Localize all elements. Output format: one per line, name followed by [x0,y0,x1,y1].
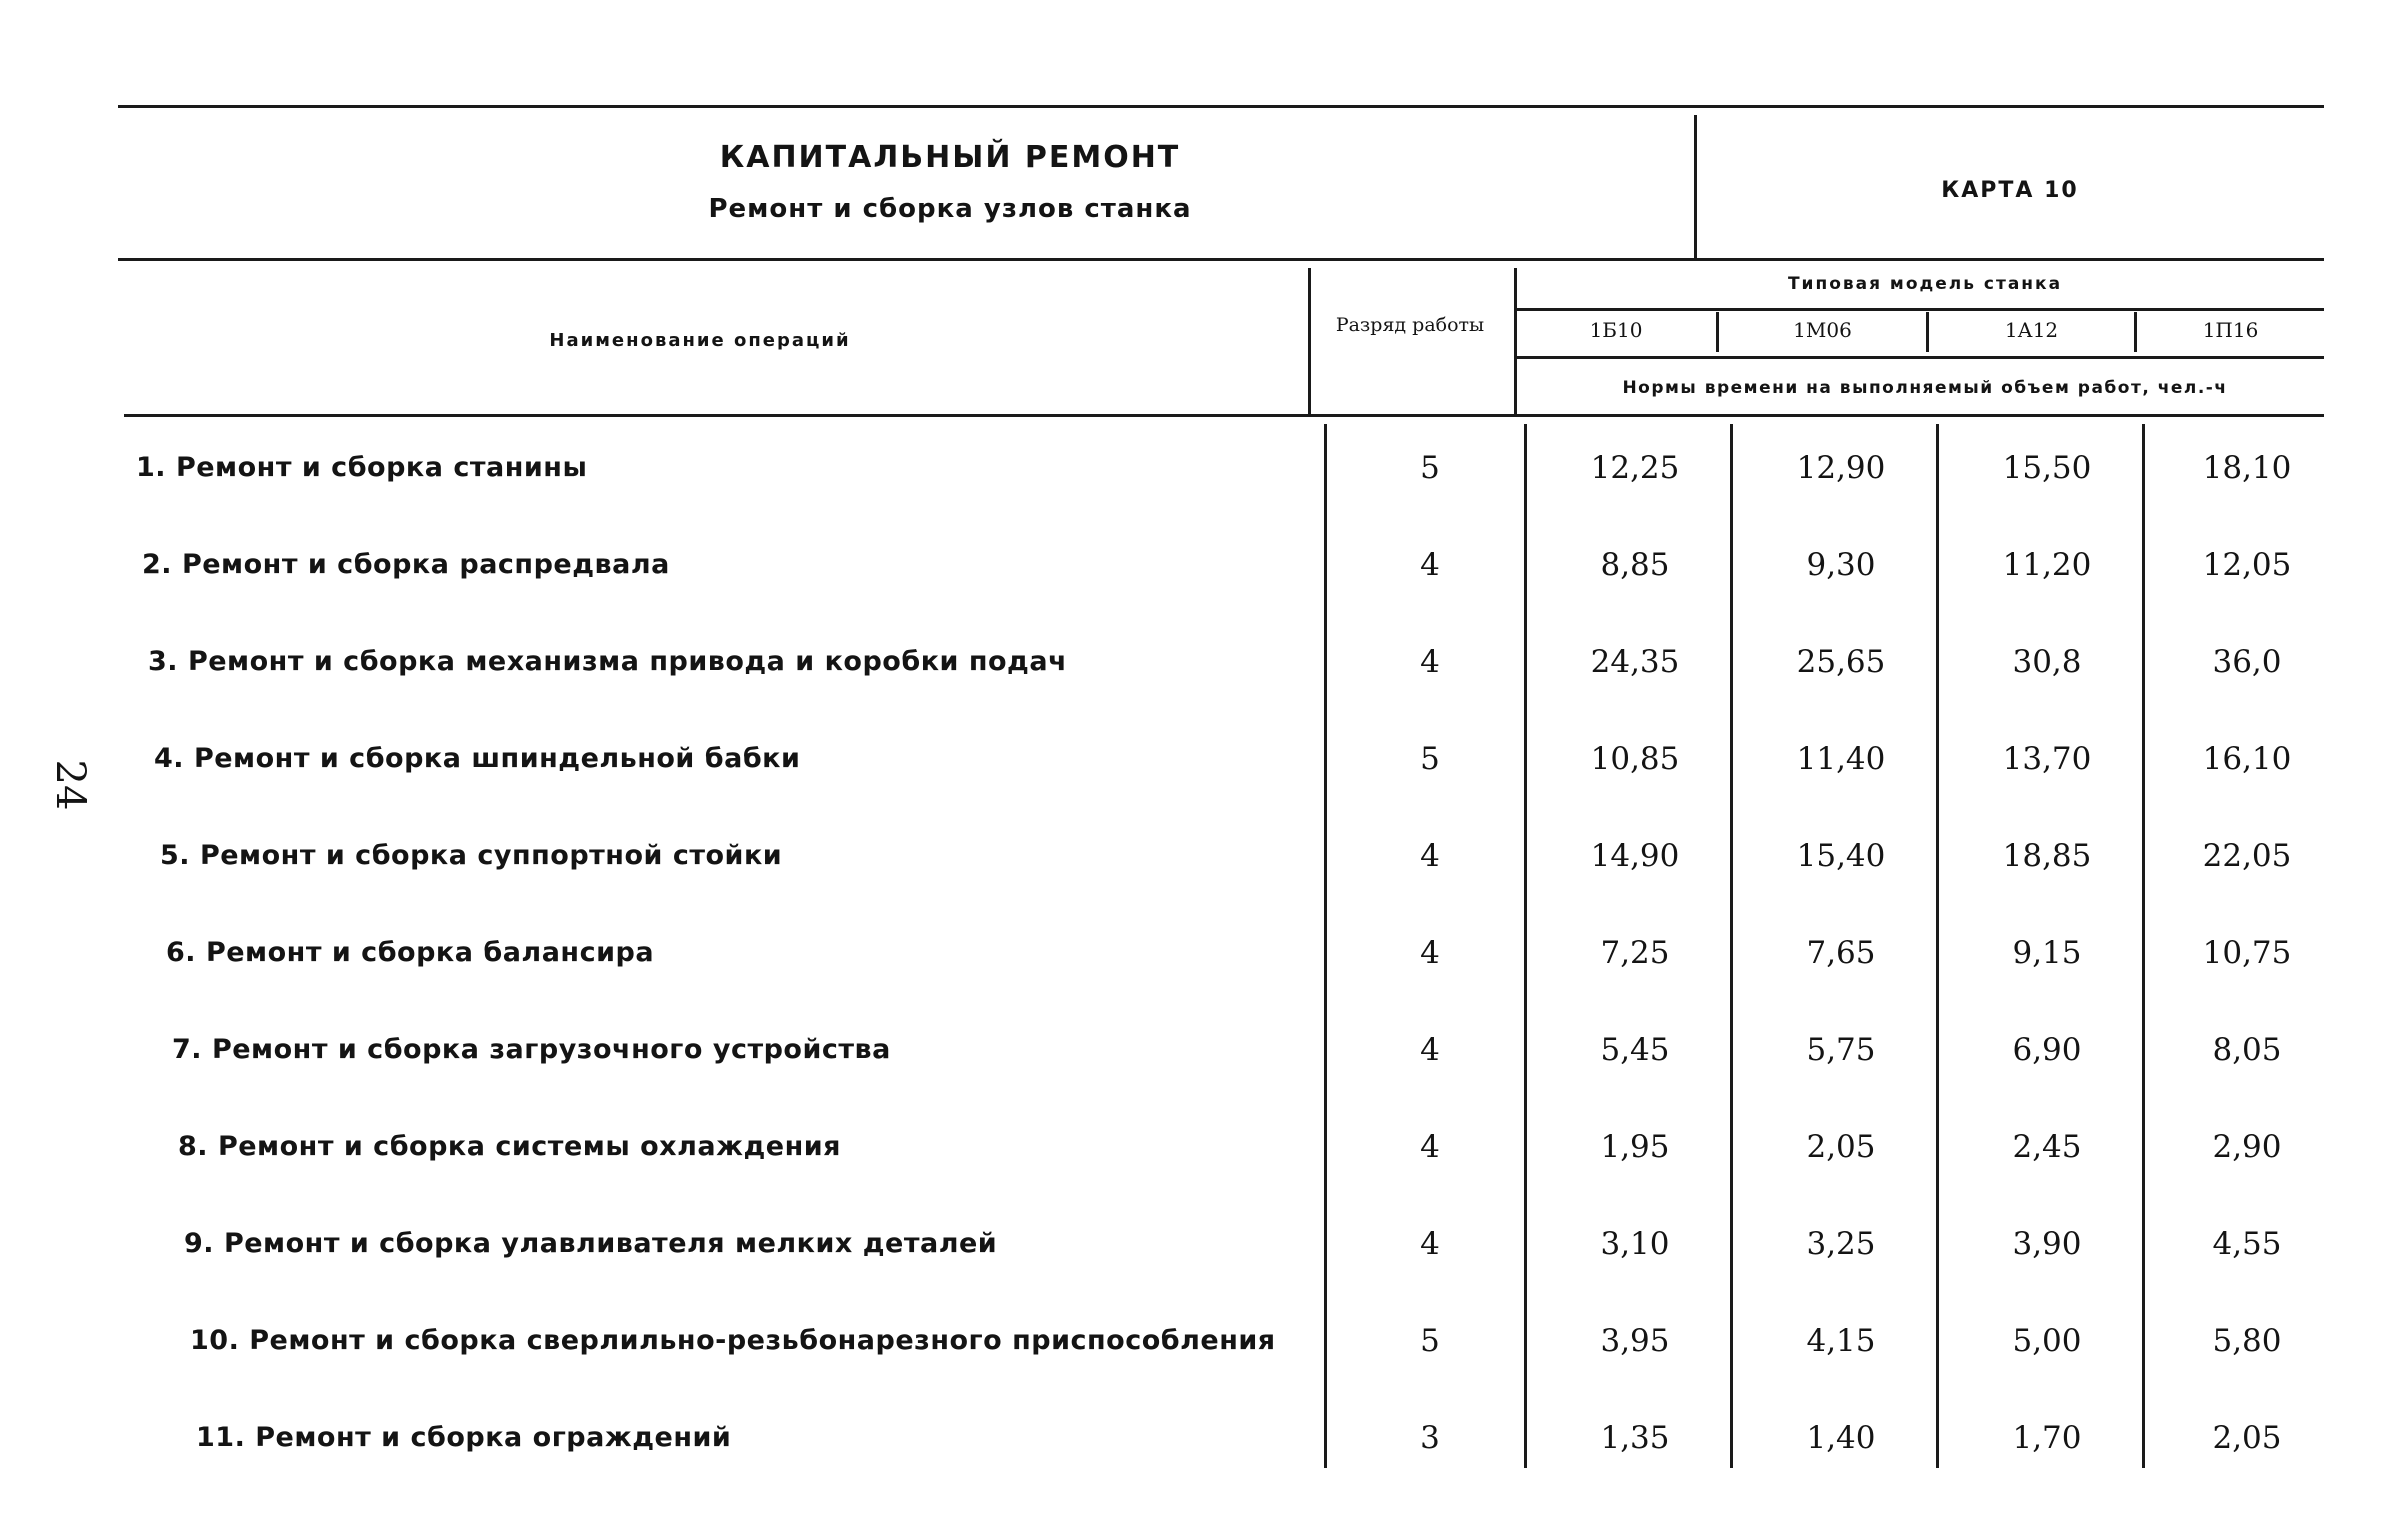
value-cell-model-4: 4,55 [2212,1226,2282,1262]
value-cell-model-1: 5,45 [1600,1032,1670,1068]
value-cell-model-3: 11,20 [2002,547,2092,583]
value-cell-model-1: 7,25 [1600,935,1670,971]
page-subtitle: Ремонт и сборка узлов станка [708,194,1192,224]
body-col-divider-1 [1324,424,1327,1468]
operation-name: 10. Ремонт и сборка сверлильно-резьбонарезного приспособления [190,1325,1276,1356]
page-title: КАПИТАЛЬНЫЙ РЕМОНТ [719,140,1181,175]
models-rule [1516,356,2324,359]
body-col-divider-2 [1524,424,1527,1468]
operation-name: 11. Ремонт и сборка ограждений [196,1422,732,1453]
operation-name: 2. Ремонт и сборка распредвала [142,549,670,580]
operation-name: 6. Ремонт и сборка балансира [166,937,655,968]
operation-name: 3. Ремонт и сборка механизма привода и коробки подач [148,646,1068,677]
value-cell-model-1: 3,10 [1600,1226,1670,1262]
value-cell-model-1: 3,95 [1600,1323,1670,1359]
value-cell-model-4: 2,05 [2212,1420,2282,1456]
value-cell-model-3: 30,8 [2012,644,2082,680]
operation-name: 9. Ремонт и сборка улавливателя мелких деталей [184,1228,998,1259]
value-cell-model-1: 8,85 [1600,547,1670,583]
value-cell-model-3: 13,70 [2002,741,2092,777]
value-cell-model-2: 5,75 [1806,1032,1876,1068]
operation-name: 5. Ремонт и сборка суппортной стойки [160,840,783,871]
value-cell-model-4: 16,10 [2202,741,2292,777]
grade-cell: 4 [1420,547,1440,583]
value-cell-model-4: 18,10 [2202,450,2292,486]
value-cell-model-3: 9,15 [2012,935,2082,971]
value-cell-model-1: 10,85 [1590,741,1680,777]
card-number: КАРТА 10 [1941,178,2079,203]
grade-cell: 5 [1420,450,1440,486]
value-cell-model-1: 14,90 [1590,838,1680,874]
value-cell-model-2: 4,15 [1806,1323,1876,1359]
operation-name: 1. Ремонт и сборка станины [136,452,588,483]
grade-cell: 4 [1420,1129,1440,1165]
model-header-4: 1П16 [2202,318,2259,342]
value-cell-model-4: 8,05 [2212,1032,2282,1068]
value-cell-model-3: 3,90 [2012,1226,2082,1262]
value-cell-model-1: 1,95 [1600,1129,1670,1165]
value-cell-model-3: 15,50 [2002,450,2092,486]
table-header-rule [124,414,2324,417]
value-cell-model-3: 18,85 [2002,838,2092,874]
model-group-rule [1516,308,2324,311]
value-cell-model-1: 24,35 [1590,644,1680,680]
grade-cell: 4 [1420,935,1440,971]
grade-header: Разряд работы [1335,314,1485,336]
body-col-divider-5 [2142,424,2145,1468]
model-header-2: 1М06 [1793,318,1852,342]
value-cell-model-4: 22,05 [2202,838,2292,874]
grade-cell: 5 [1420,1323,1440,1359]
grade-cell: 4 [1420,838,1440,874]
value-cell-model-1: 1,35 [1600,1420,1670,1456]
value-cell-model-3: 5,00 [2012,1323,2082,1359]
operation-name: 4. Ремонт и сборка шпиндельной бабки [154,743,801,774]
value-cell-model-2: 3,25 [1806,1226,1876,1262]
body-col-divider-4 [1936,424,1939,1468]
body-col-divider-3 [1730,424,1733,1468]
value-cell-model-2: 1,40 [1806,1420,1876,1456]
value-cell-model-2: 7,65 [1806,935,1876,971]
value-cell-model-2: 2,05 [1806,1129,1876,1165]
model-header-1: 1Б10 [1589,318,1643,342]
grade-cell: 4 [1420,1226,1440,1262]
value-cell-model-2: 11,40 [1796,741,1886,777]
header-col-divider-1 [1308,268,1311,414]
value-cell-model-2: 9,30 [1806,547,1876,583]
operation-name: 8. Ремонт и сборка системы охлаждения [178,1131,841,1162]
value-cell-model-4: 2,90 [2212,1129,2282,1165]
value-cell-model-4: 36,0 [2212,644,2282,680]
operation-name: 7. Ремонт и сборка загрузочного устройства [172,1034,891,1065]
model-header-3: 1А12 [2004,318,2059,342]
value-cell-model-4: 10,75 [2202,935,2292,971]
header-rule [118,258,2324,261]
title-divider [1694,115,1697,259]
grade-cell: 4 [1420,1032,1440,1068]
operation-name-header: Наименование операций [549,330,851,351]
value-cell-model-3: 2,45 [2012,1129,2082,1165]
grade-cell: 5 [1420,741,1440,777]
norms-header: Нормы времени на выполняемый объем работ, чел.-ч [1622,378,2228,398]
grade-cell: 3 [1420,1420,1440,1456]
value-cell-model-4: 5,80 [2212,1323,2282,1359]
value-cell-model-2: 25,65 [1796,644,1886,680]
model-group-header: Типовая модель станка [1787,274,2063,294]
value-cell-model-2: 12,90 [1796,450,1886,486]
value-cell-model-1: 12,25 [1590,450,1680,486]
value-cell-model-3: 1,70 [2012,1420,2082,1456]
grade-cell: 4 [1420,644,1440,680]
value-cell-model-3: 6,90 [2012,1032,2082,1068]
top-rule [118,105,2324,108]
value-cell-model-2: 15,40 [1796,838,1886,874]
value-cell-model-4: 12,05 [2202,547,2292,583]
page-number: 24 [47,759,93,811]
